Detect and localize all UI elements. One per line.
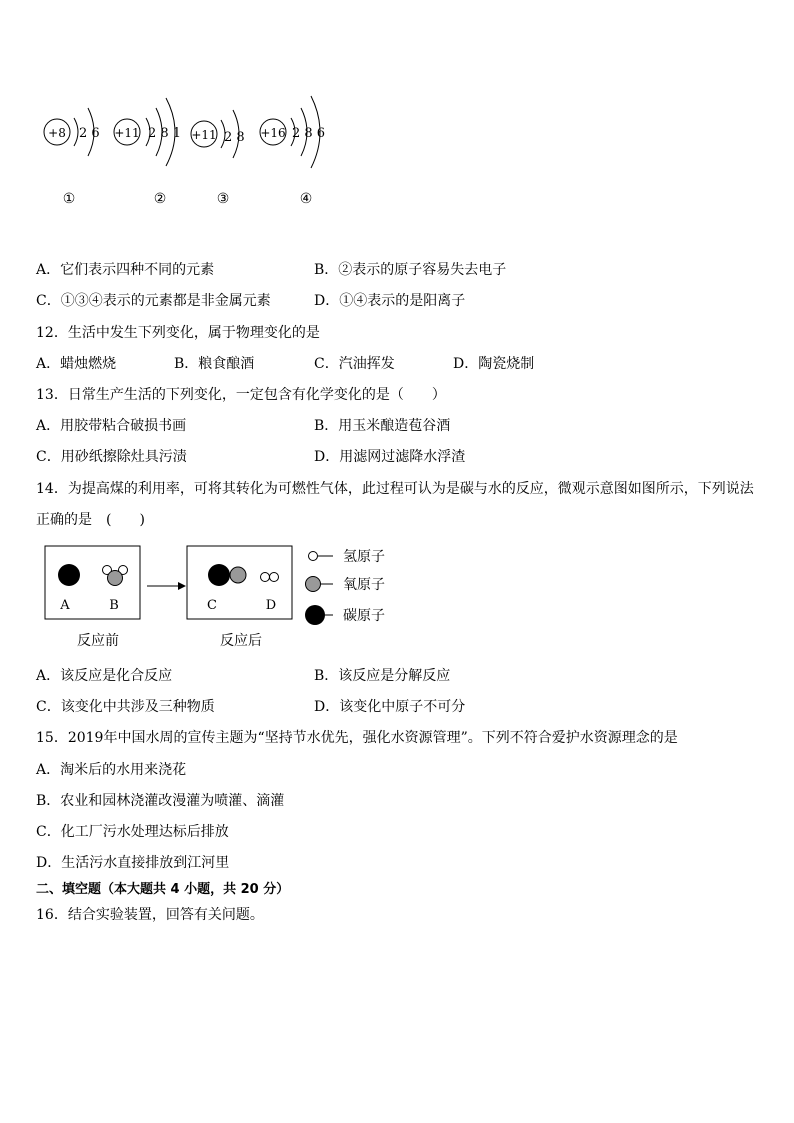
q11-option-c[interactable]: C．①③④表示的元素都是非金属元素 — [36, 293, 271, 309]
atom-1-electrons: 2 6 — [79, 126, 100, 141]
label-b: B — [109, 598, 119, 613]
legend-carbon-icon — [305, 605, 325, 625]
q12-option-a[interactable]: A．蜡烛燃烧 — [36, 356, 117, 372]
atom-4-nucleus: +16 — [260, 126, 286, 140]
before-box — [45, 546, 140, 619]
q14-option-c[interactable]: C．该变化中共涉及三种物质 — [36, 699, 215, 715]
q15-option-a[interactable]: A．淘米后的水用来浇花 — [36, 762, 187, 778]
q12-option-c[interactable]: C．汽油挥发 — [314, 356, 395, 372]
oxygen-atom-c — [230, 567, 246, 583]
q13-option-a[interactable]: A．用胶带粘合破损书画 — [36, 418, 187, 434]
legend-oxygen-icon — [306, 577, 321, 592]
q12-option-b[interactable]: B．粮食酿酒 — [174, 356, 255, 372]
q14-option-b[interactable]: B．该反应是分解反应 — [314, 668, 451, 684]
atom-4-electrons: 2 8 6 — [292, 126, 326, 141]
atom-2 — [114, 98, 181, 207]
q14-stem-line2: 正确的是 ( ) — [36, 512, 145, 528]
atom-4-label: ④ — [299, 191, 313, 207]
legend-oxygen: 氧原子 — [343, 577, 385, 593]
carbon-atom-a — [58, 564, 80, 586]
q13-stem: 13．日常生产生活的下列变化，一定包含有化学变化的是（ ） — [36, 387, 446, 403]
caption-after: 反应后 — [220, 633, 262, 649]
q11-option-b[interactable]: B．②表示的原子容易失去电子 — [314, 262, 507, 278]
q11-option-d[interactable]: D．①④表示的是阳离子 — [314, 293, 466, 309]
atom-1 — [44, 108, 100, 207]
q14-option-a[interactable]: A．该反应是化合反应 — [36, 668, 173, 684]
q13-option-c[interactable]: C．用砂纸擦除灶具污渍 — [36, 449, 187, 465]
atom-structure-diagram — [30, 80, 350, 215]
q15-stem: 15．2019年中国水周的宣传主题为“坚持节水优先，强化水资源管理”。下列不符合爱护水资源理念的是 — [36, 730, 678, 746]
legend-hydrogen: 氢原子 — [343, 549, 385, 565]
legend-hydrogen-icon — [309, 552, 318, 561]
hydrogen-atom — [270, 573, 279, 582]
atom-2-electrons: 2 8 1 — [148, 126, 182, 141]
carbon-atom-c — [208, 564, 230, 586]
q13-option-b[interactable]: B．用玉米酿造苞谷酒 — [314, 418, 451, 434]
q16-stem: 16．结合实验装置，回答有关问题。 — [36, 907, 264, 923]
q14-option-d[interactable]: D．该变化中原子不可分 — [314, 699, 466, 715]
atom-3-nucleus: +11 — [191, 128, 217, 142]
hydrogen-atom — [261, 573, 270, 582]
atom-3-electrons: 2 8 — [224, 130, 245, 145]
atom-1-nucleus: +8 — [48, 126, 66, 140]
caption-before: 反应前 — [77, 633, 119, 649]
q15-option-c[interactable]: C．化工厂污水处理达标后排放 — [36, 824, 229, 840]
atom-2-label: ② — [153, 191, 167, 207]
label-c: C — [207, 598, 217, 613]
atom-2-nucleus: +11 — [114, 126, 140, 140]
q13-option-d[interactable]: D．用滤网过滤降水浮渣 — [314, 449, 466, 465]
atom-1-label: ① — [62, 191, 76, 207]
q14-stem-line1: 14．为提高煤的利用率，可将其转化为可燃性气体，此过程可认为是碳与水的反应，微观示意图如图所示，下列说法 — [36, 481, 754, 497]
atom-4 — [260, 96, 325, 207]
q12-option-d[interactable]: D．陶瓷烧制 — [453, 356, 535, 372]
reaction-micro-diagram — [40, 542, 400, 654]
label-d: D — [265, 598, 277, 613]
legend-carbon: 碳原子 — [343, 608, 385, 624]
atom-3-label: ③ — [216, 191, 230, 207]
q15-option-d[interactable]: D．生活污水直接排放到江河里 — [36, 855, 230, 871]
q11-option-a[interactable]: A．它们表示四种不同的元素 — [36, 262, 215, 278]
oxygen-atom — [108, 571, 123, 586]
section-heading: 二、填空题（本大题共 4 小题，共 20 分） — [36, 882, 290, 897]
q15-option-b[interactable]: B．农业和园林浇灌改漫灌为喷灌、滴灌 — [36, 793, 285, 809]
q12-stem: 12．生活中发生下列变化，属于物理变化的是 — [36, 325, 320, 341]
label-a: A — [60, 598, 70, 613]
atom-3 — [191, 110, 245, 207]
